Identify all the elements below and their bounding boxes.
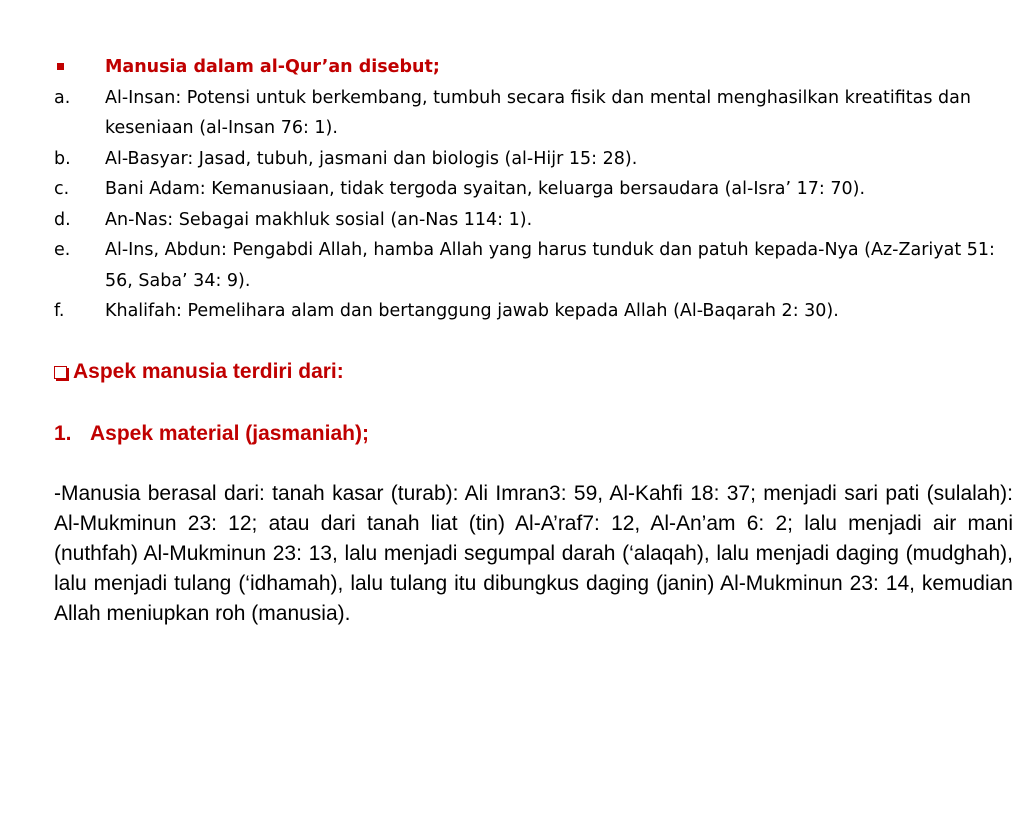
quran-terms-list	[54, 52, 1004, 327]
list-item-text: Khalifah: Pemelihara alam dan bertanggung jawab kepada Allah (Al-Baqarah 2: 30).	[105, 301, 839, 321]
list-item	[54, 296, 1004, 327]
list-item-marker: d.	[54, 209, 71, 230]
intro-title: Manusia dalam al-Qur’an disebut;	[105, 57, 440, 77]
checkbox-bullet-icon	[54, 366, 67, 379]
list-item-text: Al-Insan: Potensi untuk berkembang, tumbuh secara fisik dan mental menghasilkan kreatifitas dan keseniaan (al-Insan 76: 1).	[105, 87, 971, 138]
list-item-marker: b.	[54, 148, 71, 169]
list-item-marker: a.	[54, 87, 71, 108]
material-heading	[54, 420, 369, 448]
list-item	[54, 144, 1004, 175]
list-item	[54, 174, 1004, 205]
list-item-text: Al-Basyar: Jasad, tubuh, jasmani dan biologis (al-Hijr 15: 28).	[105, 148, 638, 169]
origin-paragraph: -Manusia berasal dari: tanah kasar (turab): Ali Imran3: 59, Al-Kahfi 18: 37; menjadi sari pati (sulalah): Al-Mukminun 23: 12; atau dari tanah liat (tin) Al-A’raf7: 12, Al-An’am 6: 2; lalu menjadi air mani (nuthfah) Al-Mukminun 23: 13, lalu menjadi segumpal darah (‘alaqah), lalu menjadi daging (mudghah), lalu menjadi tulang (‘idhamah), lalu tulang itu dibungkus daging (janin) Al-Mukminun 23: 14, kemudian Allah meniupkan roh (manusia).	[54, 482, 1013, 625]
list-item-text: An-Nas: Sebagai makhluk sosial (an-Nas 114: 1).	[105, 209, 533, 230]
aspek-heading-label: Aspek manusia terdiri dari:	[73, 360, 344, 383]
list-item	[54, 205, 1004, 236]
list-item-marker: f.	[54, 301, 65, 321]
material-heading-number: 1.	[54, 422, 72, 445]
intro-marker	[54, 52, 105, 83]
aspek-heading	[54, 358, 344, 386]
list-item-text: Al-Ins, Abdun: Pengabdi Allah, hamba Allah yang harus tunduk dan patuh kepada-Nya (Az-Zariyat 51: 56, Saba’ 34: 9).	[105, 240, 995, 291]
list-item-text: Bani Adam: Kemanusiaan, tidak tergoda syaitan, keluarga bersaudara (al-Isra’ 17: 70).	[105, 179, 866, 199]
list-item	[54, 83, 1004, 144]
square-bullet-icon	[57, 63, 64, 70]
material-heading-label: Aspek material (jasmaniah);	[90, 422, 369, 445]
list-item-marker: e.	[54, 240, 71, 260]
intro-row	[54, 52, 1004, 83]
list-item-marker: c.	[54, 179, 70, 199]
list-item	[54, 235, 1004, 296]
